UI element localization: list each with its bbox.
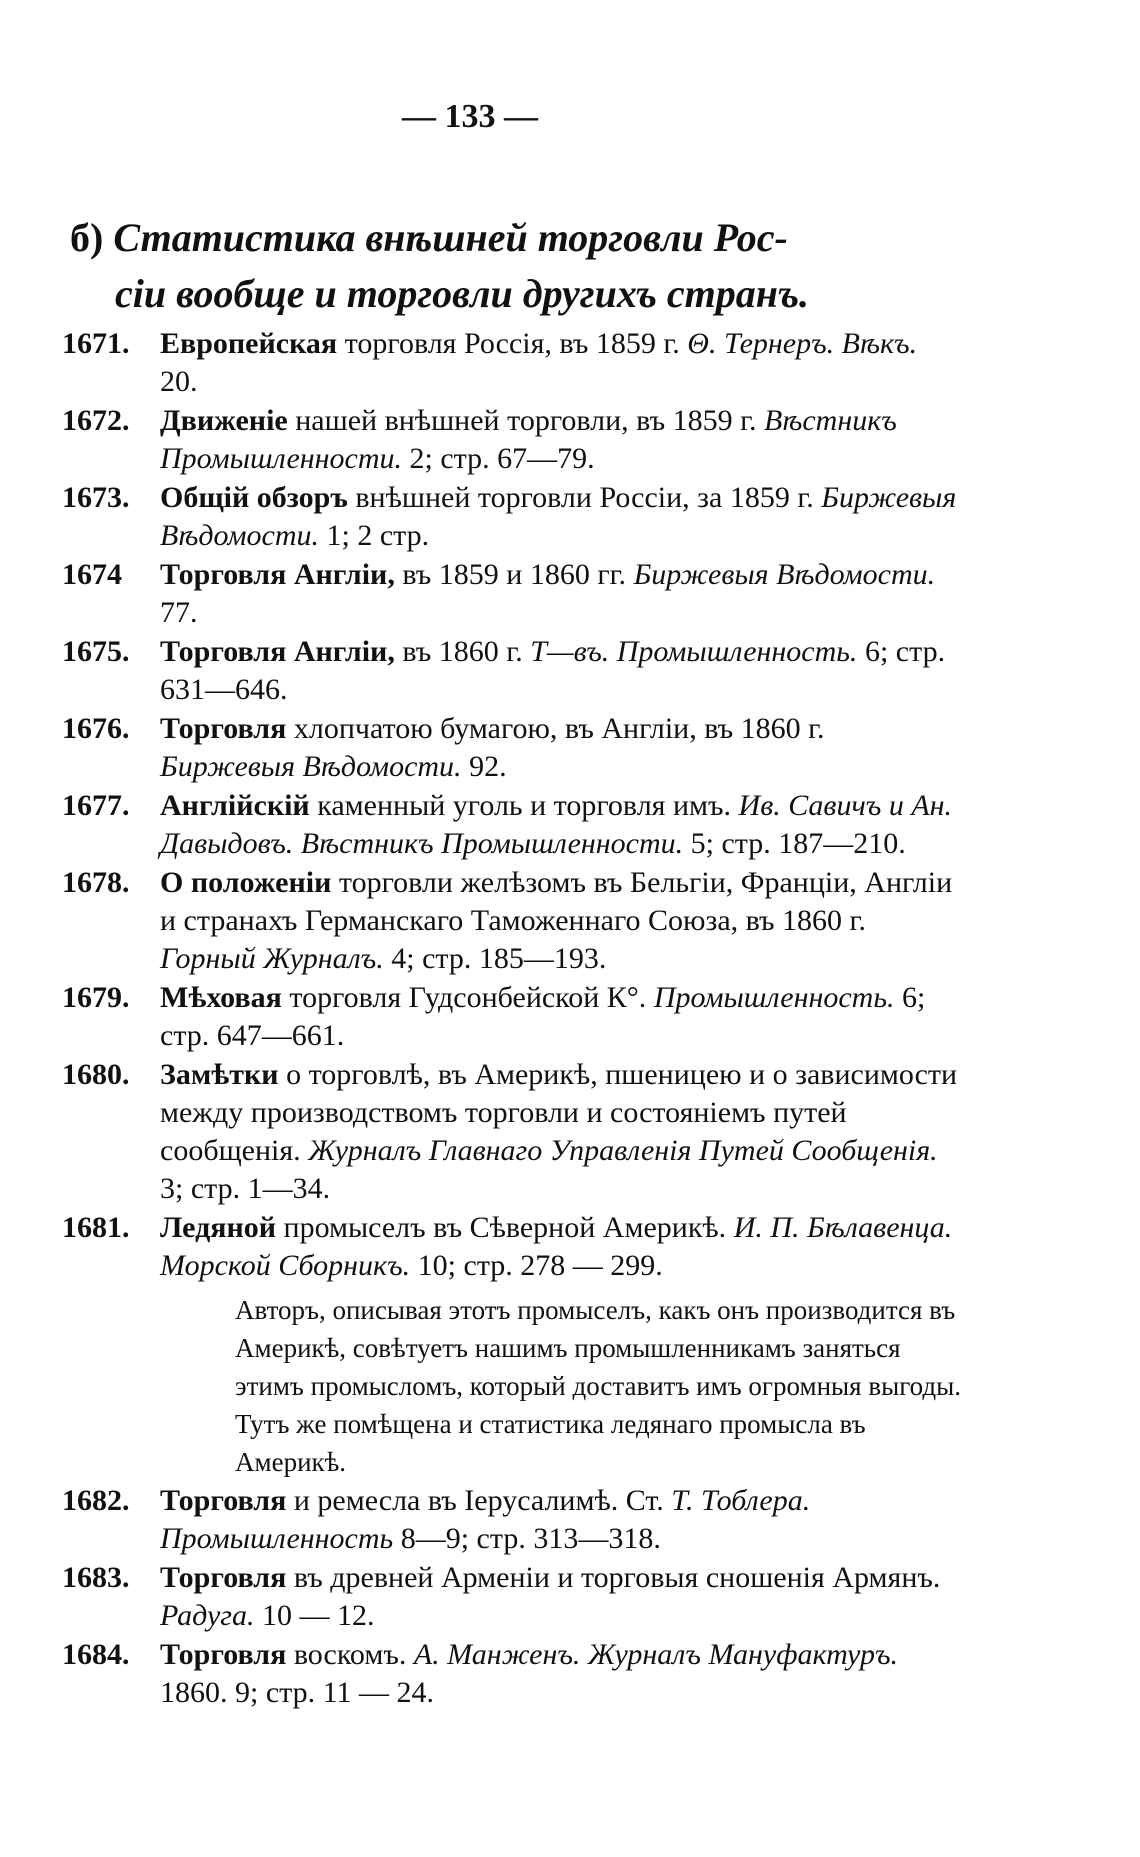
entry-text: о торговлѣ, въ Америкѣ, пшеницею и о зависимости между производствомъ торговли и состояніемъ путей сообщенія. <box>160 1058 958 1167</box>
entry-text: и ремесла въ Іерусалимѣ. Ст. <box>286 1484 672 1517</box>
entry-title: Торговля Англіи, <box>160 558 395 591</box>
entry-details: 1860. 9; стр. 11 — 24. <box>160 1676 435 1709</box>
entry-title: Ледяной <box>160 1211 277 1244</box>
entry-text: воскомъ. <box>286 1638 414 1671</box>
entry-text: нашей внѣшней торговли, въ 1859 г. <box>287 404 765 437</box>
section-marker: б) <box>70 215 104 260</box>
entry-number: 1674 <box>62 558 122 591</box>
entry-text: торговли желѣзомъ въ Бельгіи, Франціи, Англіи и странахъ Германскаго Таможеннаго Союза, въ 1860 г. <box>160 866 953 937</box>
entry-text: въ 1860 г. <box>394 635 531 668</box>
entry-number: 1672. <box>62 404 130 437</box>
entry-number: 1684. <box>62 1638 130 1671</box>
entry-details: 2; стр. 67—79. <box>402 442 595 475</box>
entry-source: Биржевыя Вѣдомости. <box>633 558 936 591</box>
entry-title: Торговля <box>160 712 287 745</box>
entry-details: 1; 2 стр. <box>319 519 430 552</box>
entry-text: въ древней Арменіи и торговыя сношенія Армянъ. <box>286 1561 941 1594</box>
section-heading <box>70 210 970 322</box>
entry-number: 1671. <box>62 327 130 360</box>
entry-number: 1681. <box>62 1211 130 1244</box>
bibliography-entry <box>0 864 960 978</box>
entry-number: 1678. <box>62 866 130 899</box>
section-title-line2: сіи вообще и торговли другихъ странъ. <box>115 271 810 316</box>
entry-title: О положеніи <box>160 866 332 899</box>
bibliography-list <box>0 325 1140 1713</box>
page-number: — 133 — <box>402 98 538 135</box>
bibliography-entry <box>0 325 960 401</box>
entry-text: въ 1859 и 1860 гг. <box>394 558 634 591</box>
entry-title: Европейская <box>160 327 338 360</box>
entry-title: Общій обзоръ <box>160 481 348 514</box>
entry-source: Промышленность. <box>653 981 895 1014</box>
entry-title: Торговля <box>160 1561 287 1594</box>
entry-source: Биржевыя Вѣдомости. <box>160 750 462 783</box>
entry-text: торговля Гудсонбейской К°. <box>281 981 654 1014</box>
entry-number: 1677. <box>62 789 130 822</box>
bibliography-entry <box>0 787 960 863</box>
entry-details: 10; стр. 278 — 299. <box>410 1249 663 1282</box>
entry-title: Англійскій <box>160 789 310 822</box>
entry-source: Вѣстникъ Промышленности. <box>160 404 897 475</box>
entry-details: 8—9; стр. 313—318. <box>393 1522 661 1555</box>
bibliography-entry <box>0 979 960 1055</box>
entry-source: Ив. Савичъ и Ан. Давыдовъ. Вѣстникъ Промышленности. <box>160 789 953 860</box>
entry-text: каменный уголь и торговля имъ. <box>309 789 739 822</box>
bibliography-entry <box>0 479 960 555</box>
entry-note: Авторъ, описывая этотъ промыселъ, какъ онъ производится въ Америкѣ, совѣтуетъ нашимъ промышленникамъ заняться этимъ промысломъ, который доставитъ имъ огромныя выгоды. Тутъ же помѣщена и статистика ледянаго промысла въ Америкѣ. <box>235 1295 961 1477</box>
entry-source: Горный Журналъ. <box>160 942 384 975</box>
bibliography-entry <box>0 556 960 632</box>
entry-title: Замѣтки <box>160 1058 279 1091</box>
entry-source: А. Манженъ. Журналъ Мануфактуръ. <box>413 1638 899 1671</box>
entry-number: 1675. <box>62 635 130 668</box>
entry-number: 1673. <box>62 481 130 514</box>
entry-text: торговля Россія, въ 1859 г. <box>337 327 688 360</box>
bibliography-entry <box>0 1482 960 1558</box>
entry-number: 1676. <box>62 712 130 745</box>
bibliography-entry <box>0 1209 960 1481</box>
entry-details: 5; стр. 187—210. <box>683 827 906 860</box>
entry-source: Биржевыя Вѣдомости. <box>160 481 957 552</box>
entry-source: Θ. Тернеръ. Вѣкъ. <box>687 327 918 360</box>
section-title-line1: Статистика внѣшней торговли Рос- <box>113 215 788 260</box>
entry-title: Мѣховая <box>160 981 282 1014</box>
entry-source: Радуга. <box>160 1599 255 1632</box>
entry-title: Торговля Англіи, <box>160 635 395 668</box>
bibliography-entry <box>0 1636 960 1712</box>
entry-source: И. П. Бѣлавенца. Морской Сборникъ. <box>160 1211 953 1282</box>
entry-text: внѣшней торговли Россіи, за 1859 г. <box>347 481 822 514</box>
entry-title: Торговля <box>160 1638 287 1671</box>
entry-details: 6; стр. 647—661. <box>160 981 926 1052</box>
bibliography-entry <box>0 710 960 786</box>
entry-number: 1679. <box>62 981 130 1014</box>
entry-details: 6; стр. 631—646. <box>160 635 946 706</box>
entry-details: 3; стр. 1—34. <box>160 1172 331 1205</box>
entry-text: промыселъ въ Сѣверной Америкѣ. <box>276 1211 734 1244</box>
bibliography-entry <box>0 633 960 709</box>
entry-details: 20. <box>160 365 198 398</box>
entry-details: 4; стр. 185—193. <box>383 942 607 975</box>
entry-number: 1680. <box>62 1058 130 1091</box>
entry-number: 1682. <box>62 1484 130 1517</box>
entry-details: 77. <box>160 596 198 629</box>
entry-source: Журналъ Главнаго Управленія Путей Сообщенія. <box>308 1134 938 1167</box>
entry-text: хлопчатою бумагою, въ Англіи, въ 1860 г. <box>286 712 825 745</box>
bibliography-entry <box>0 1056 960 1208</box>
bibliography-entry <box>0 1559 960 1635</box>
entry-title: Торговля <box>160 1484 287 1517</box>
entry-details: 92. <box>461 750 507 783</box>
entry-title: Движеніе <box>160 404 288 437</box>
entry-details: 10 — 12. <box>254 1599 375 1632</box>
entry-source: Т—въ. Промышленность. <box>530 635 858 668</box>
entry-source: Т. Тоблера. Промышленность <box>160 1484 811 1555</box>
bibliography-entry <box>0 402 960 478</box>
entry-number: 1683. <box>62 1561 130 1594</box>
